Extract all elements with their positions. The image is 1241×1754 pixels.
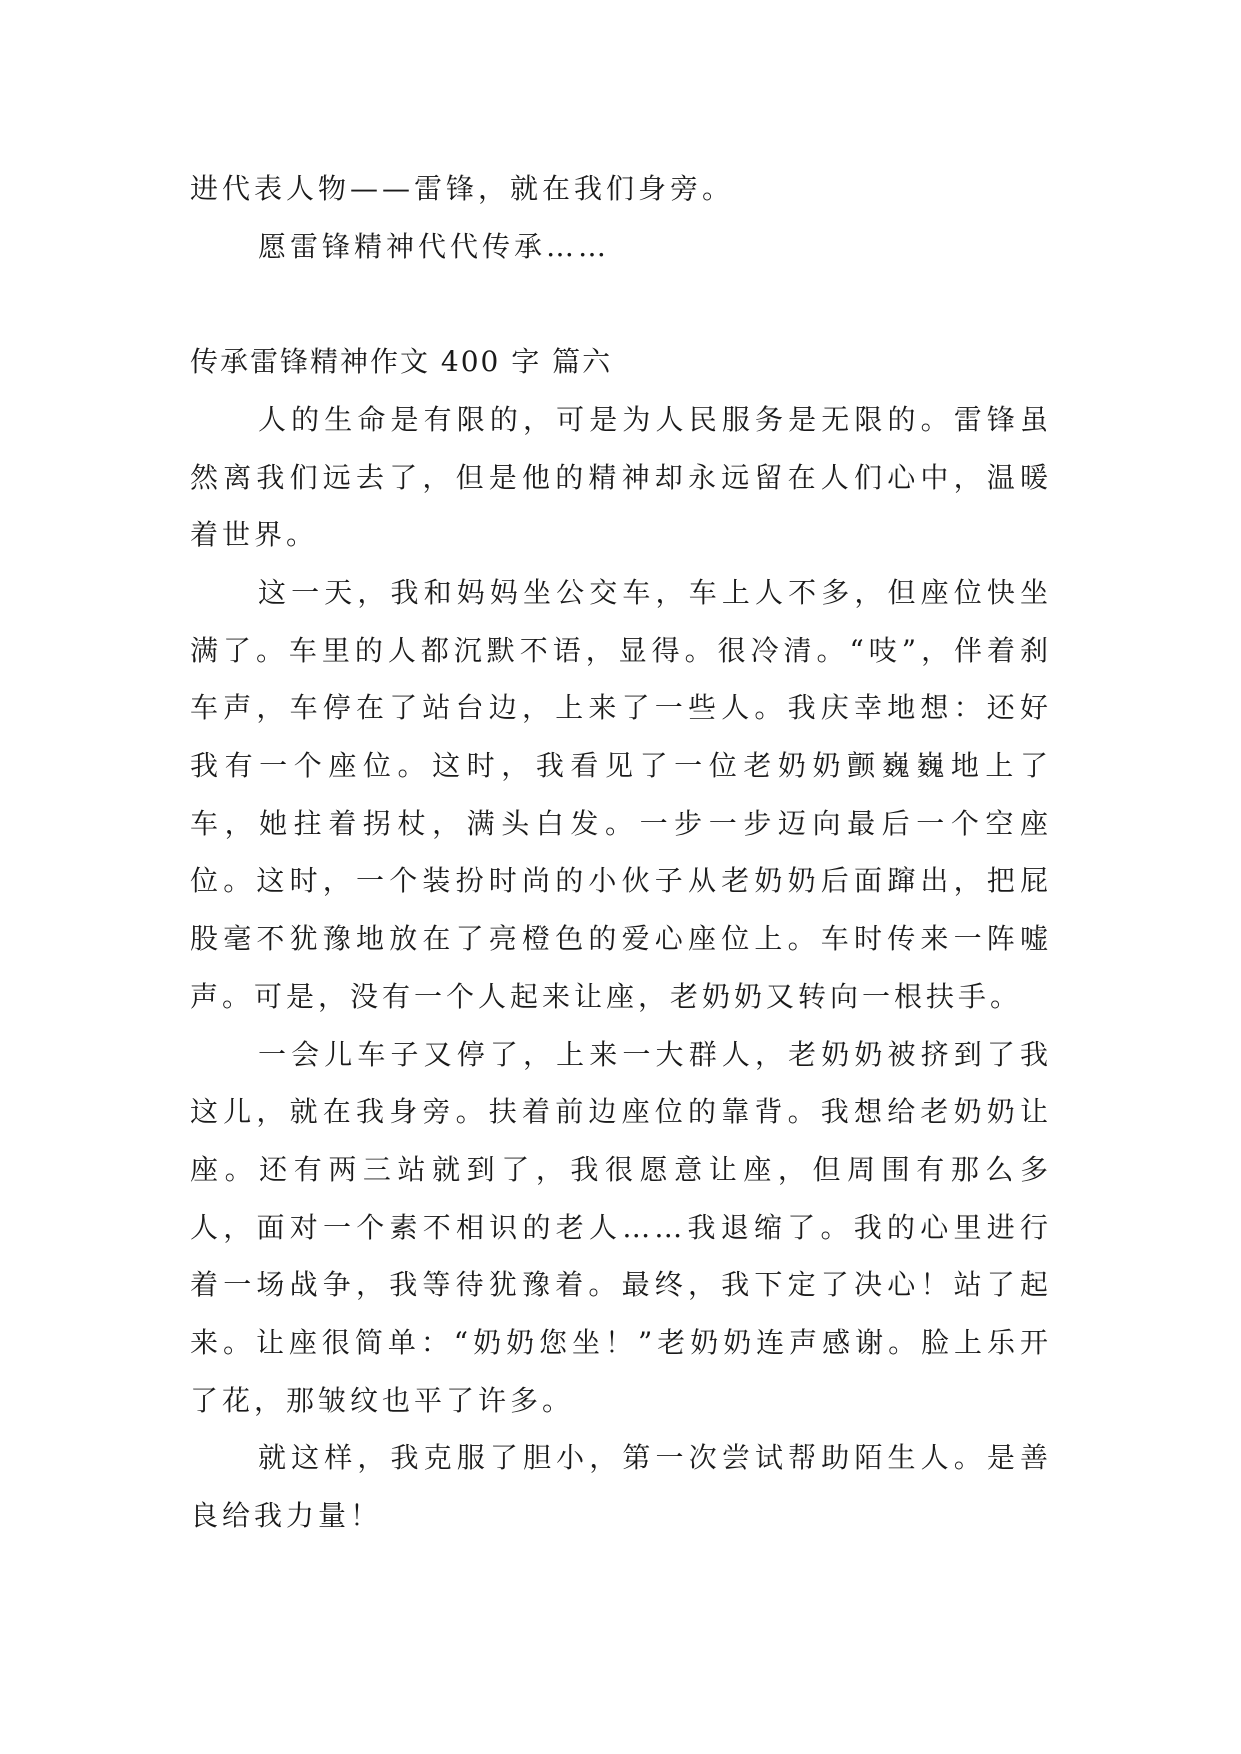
- paragraph-4: 就这样，我克服了胆小，第一次尝试帮助陌生人。是善良给我力量！: [190, 1441, 1052, 1533]
- paragraph-1: 人的生命是有限的，可是为人民服务是无限的。雷锋虽然离我们远去了，但是他的精神却永远留在人们心中，温暖着世界。: [190, 402, 1052, 552]
- blank-line: [190, 275, 1052, 333]
- section-title: 传承雷锋精神作文 400 字 篇六: [190, 345, 613, 379]
- document-body: [190, 160, 1052, 1545]
- lead-in-paragraph: 进代表人物——雷锋，就在我们身旁。: [190, 172, 735, 205]
- paragraph-2: 这一天，我和妈妈坐公交车，车上人不多，但座位快坐满了。车里的人都沉默不语，显得。很冷清。“吱”，伴着刹车声，车停在了站台边，上来了一些人。我庆幸地想：还好我有一个座位。这时，我看见了一位老奶奶颤巍巍地上了车，她拄着拐杖，满头白发。一步一步迈向最后一个空座位。这时，一个装扮时尚的小伙子从老奶奶后面蹿出，把屁股毫不犹豫地放在了亮橙色的爱心座位上。车时传来一阵嘘声。可是，没有一个人起来让座，老奶奶又转向一根扶手。: [190, 575, 1052, 1013]
- paragraph-3: 一会儿车子又停了，上来一大群人，老奶奶被挤到了我这儿，就在我身旁。扶着前边座位的靠背。我想给老奶奶让座。还有两三站就到了，我很愿意让座，但周围有那么多人，面对一个素不相识的老人……我退缩了。我的心里进行着一场战争，我等待犹豫着。最终，我下定了决心！站了起来。让座很简单：“奶奶您坐！”老奶奶连声感谢。脸上乐开了花，那皱纹也平了许多。: [190, 1037, 1052, 1417]
- closing-line-paragraph: 愿雷锋精神代代传承……: [258, 229, 611, 263]
